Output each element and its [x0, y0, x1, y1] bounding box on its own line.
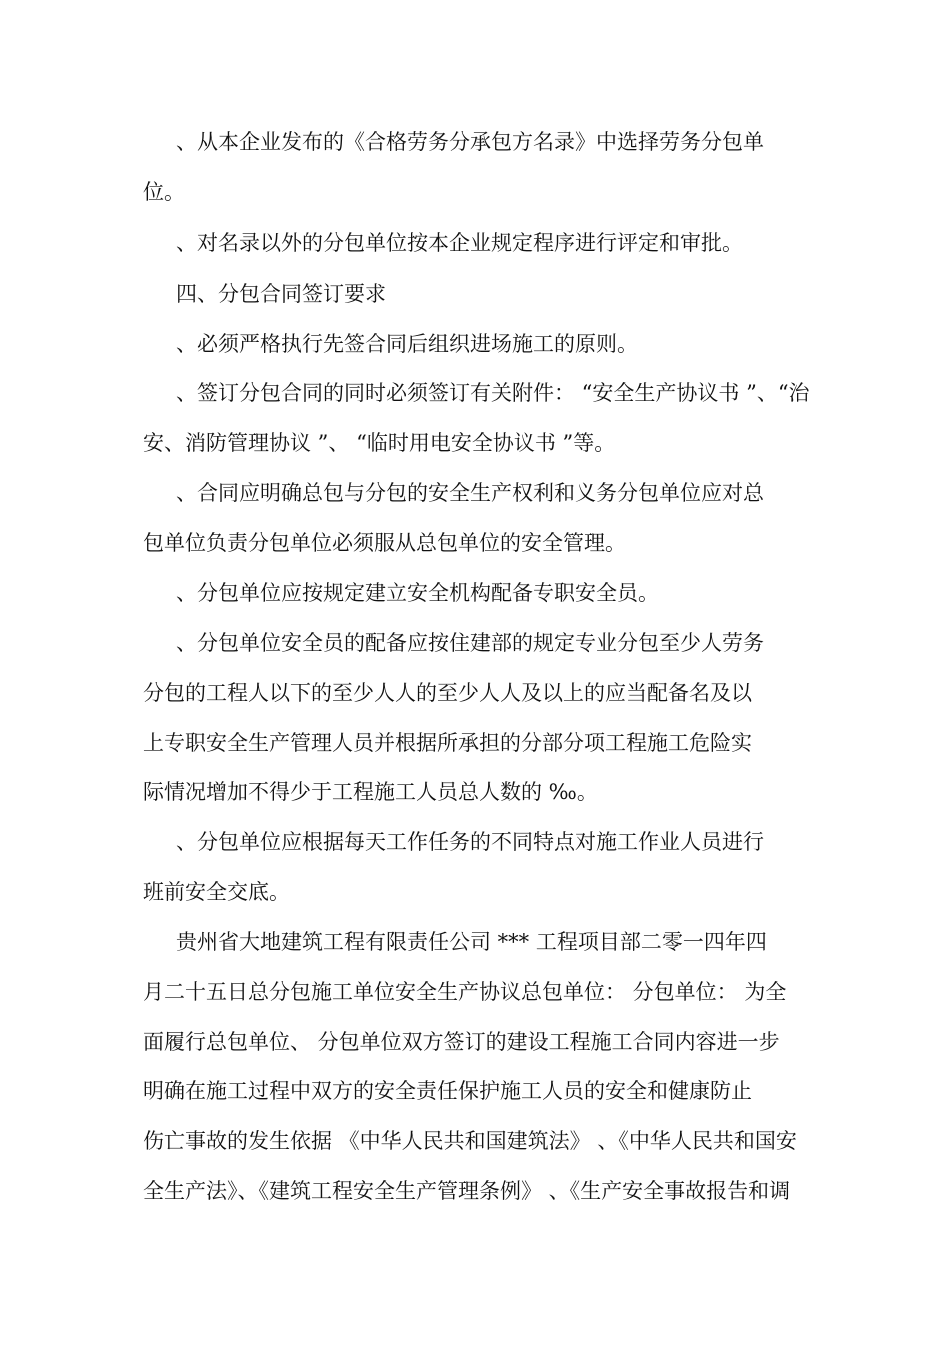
text-line: 安、消防管理协议 ”、 “临时用电安全协议书 ”等。 [143, 431, 616, 455]
text-line: 位。 [143, 180, 185, 204]
section-heading: 四、分包合同签订要求 [176, 282, 386, 306]
text-line: 伤亡事故的发生依据 《中华人民共和国建筑法》 、《中华人民共和国安 [143, 1129, 797, 1153]
text-line: 、对名录以外的分包单位按本企业规定程序进行评定和审批。 [176, 231, 743, 255]
text-line: 际情况增加不得少于工程施工人员总人数的 ‰。 [143, 780, 598, 804]
text-line: 、从本企业发布的《合格劳务分承包方名录》中选择劳务分包单 [176, 130, 764, 154]
text-line: 、分包单位应按规定建立安全机构配备专职安全员。 [176, 581, 659, 605]
text-line: 月二十五日总分包施工单位安全生产协议总包单位： 分包单位： 为全 [143, 980, 787, 1004]
text-line: 班前安全交底。 [143, 880, 290, 904]
text-line: 面履行总包单位、 分包单位双方签订的建设工程施工合同内容进一步 [143, 1030, 780, 1054]
text-line: 贵州省大地建筑工程有限责任公司 *** 工程项目部二零一四年四 [176, 930, 767, 954]
text-line: 分包的工程人以下的至少人人的至少人人及以上的应当配备名及以 [143, 681, 752, 705]
text-line: 、签订分包合同的同时必须签订有关附件： “安全生产协议书 ”、“治 [176, 381, 810, 405]
text-line: 上专职安全生产管理人员并根据所承担的分部分项工程施工危险实 [143, 731, 752, 755]
text-line: 、分包单位应根据每天工作任务的不同特点对施工作业人员进行 [176, 830, 764, 854]
text-line: 包单位负责分包单位必须服从总包单位的安全管理。 [143, 531, 626, 555]
text-line: 全生产法》、《建筑工程安全生产管理条例》 、《生产安全事故报告和调 [143, 1179, 791, 1203]
text-line: 、必须严格执行先签合同后组织进场施工的原则。 [176, 332, 638, 356]
text-line: 明确在施工过程中双方的安全责任保护施工人员的安全和健康防止 [143, 1079, 752, 1103]
text-line: 、分包单位安全员的配备应按住建部的规定专业分包至少人劳务 [176, 631, 764, 655]
text-line: 、合同应明确总包与分包的安全生产权利和义务分包单位应对总 [176, 481, 764, 505]
